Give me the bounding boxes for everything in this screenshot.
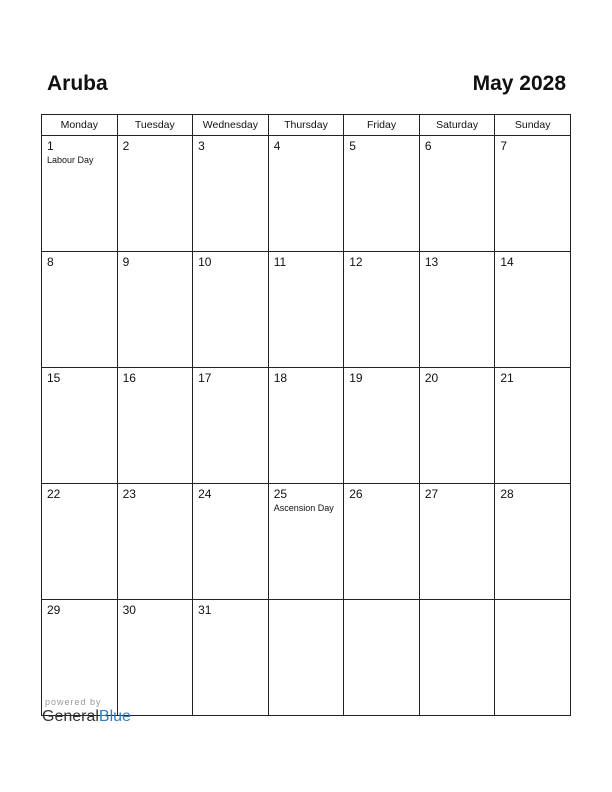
day-number: 23 bbox=[122, 487, 136, 501]
day-number: 29 bbox=[47, 603, 61, 617]
day-number: 11 bbox=[273, 255, 287, 269]
weekday-header: Sunday bbox=[495, 115, 571, 136]
day-number: 19 bbox=[349, 371, 363, 385]
day-cell bbox=[419, 252, 495, 368]
day-number: 28 bbox=[500, 487, 514, 501]
holiday-label: Ascension Day bbox=[273, 503, 334, 513]
day-number: 9 bbox=[122, 255, 130, 269]
day-number: 13 bbox=[424, 255, 439, 269]
week-row bbox=[42, 252, 571, 368]
day-number: 16 bbox=[122, 371, 136, 385]
day-number: 3 bbox=[198, 139, 205, 153]
day-cell bbox=[117, 252, 193, 368]
country-title: Aruba bbox=[47, 72, 108, 95]
day-number: 27 bbox=[424, 487, 439, 501]
day-number: 22 bbox=[47, 487, 61, 501]
day-number: 20 bbox=[424, 371, 439, 385]
day-cell bbox=[268, 484, 344, 600]
day-cell bbox=[344, 484, 420, 600]
day-cell bbox=[495, 600, 571, 716]
week-row bbox=[42, 368, 571, 484]
weekday-header: Friday bbox=[344, 115, 420, 136]
day-cell bbox=[419, 368, 495, 484]
weekday-header: Tuesday bbox=[117, 115, 193, 136]
calendar-grid bbox=[41, 114, 571, 716]
day-number: 2 bbox=[122, 139, 130, 153]
day-cell bbox=[117, 368, 193, 484]
day-cell bbox=[193, 368, 269, 484]
weekday-header: Thursday bbox=[268, 115, 344, 136]
day-cell bbox=[268, 136, 344, 252]
powered-by-label: powered by bbox=[45, 697, 102, 707]
day-cell bbox=[42, 484, 118, 600]
day-number: 30 bbox=[122, 603, 136, 617]
day-cell bbox=[344, 368, 420, 484]
day-cell bbox=[495, 252, 571, 368]
month-year-title: May 2028 bbox=[472, 72, 566, 95]
day-cell bbox=[495, 136, 571, 252]
day-cell bbox=[42, 252, 118, 368]
day-number: 14 bbox=[500, 255, 514, 269]
day-number: 10 bbox=[198, 255, 212, 269]
day-cell bbox=[42, 368, 118, 484]
day-cell bbox=[193, 136, 269, 252]
day-number: 25 bbox=[273, 487, 288, 501]
day-cell bbox=[344, 600, 420, 716]
day-cell bbox=[419, 136, 495, 252]
day-cell bbox=[344, 252, 420, 368]
day-cell bbox=[268, 252, 344, 368]
week-row bbox=[42, 136, 571, 252]
day-number: 4 bbox=[273, 139, 281, 153]
weekday-header: Saturday bbox=[419, 115, 495, 136]
logo-text-general: General bbox=[42, 708, 99, 725]
day-cell bbox=[495, 484, 571, 600]
week-row bbox=[42, 484, 571, 600]
day-cell bbox=[42, 136, 118, 252]
day-cell bbox=[495, 368, 571, 484]
day-cell bbox=[419, 600, 495, 716]
day-number: 24 bbox=[198, 487, 212, 501]
day-number: 6 bbox=[424, 139, 432, 153]
day-number: 12 bbox=[349, 255, 363, 269]
day-number: 17 bbox=[198, 371, 212, 385]
weekday-header-row bbox=[42, 115, 571, 136]
day-cell bbox=[117, 600, 193, 716]
weekday-header: Monday bbox=[42, 115, 118, 136]
day-number: 8 bbox=[47, 255, 54, 269]
day-cell bbox=[117, 484, 193, 600]
day-number: 1 bbox=[47, 139, 54, 153]
weekday-header: Wednesday bbox=[193, 115, 269, 136]
day-number: 5 bbox=[349, 139, 356, 153]
day-number: 21 bbox=[500, 371, 514, 385]
day-cell bbox=[419, 484, 495, 600]
day-cell bbox=[193, 252, 269, 368]
day-number: 26 bbox=[349, 487, 363, 501]
logo-text-blue: Blue bbox=[98, 708, 131, 725]
day-cell bbox=[344, 136, 420, 252]
day-number: 15 bbox=[47, 371, 61, 385]
day-cell bbox=[268, 600, 344, 716]
day-cell bbox=[193, 484, 269, 600]
holiday-label: Labour Day bbox=[47, 155, 94, 165]
calendar-header bbox=[45, 72, 566, 98]
week-row bbox=[42, 600, 571, 716]
day-cell bbox=[193, 600, 269, 716]
day-cell bbox=[268, 368, 344, 484]
day-number: 18 bbox=[273, 371, 288, 385]
day-number: 7 bbox=[500, 139, 508, 153]
day-cell bbox=[117, 136, 193, 252]
day-number: 31 bbox=[198, 603, 212, 617]
generalblue-logo[interactable] bbox=[42, 708, 131, 726]
